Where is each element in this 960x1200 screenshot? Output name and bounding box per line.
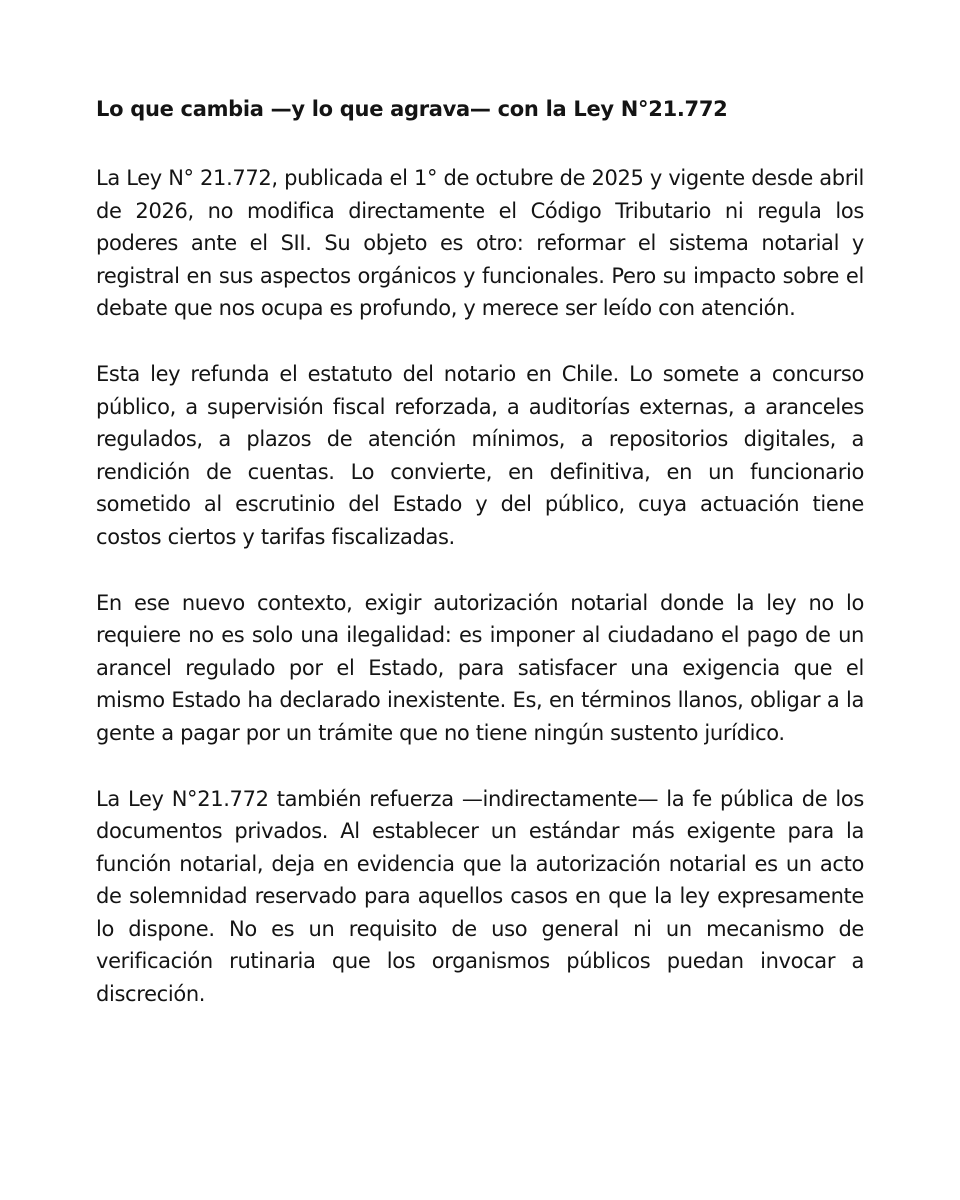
article-title: Lo que cambia —y lo que agrava— con la Ley N°21.772	[96, 97, 728, 121]
article	[96, 92, 864, 1011]
paragraph: Esta ley refunda el estatuto del notario en Chile. Lo somete a concurso público, a supervisión fiscal reforzada, a auditorías externas, a aranceles regulados, a plazos de atención mínimos, a repositorios digitales, a rendición de cuentas. Lo convierte, en definitiva, en un funcionario sometido al escrutinio del Estado y del público, cuya actuación tiene costos ciertos y tarifas fiscalizadas.	[96, 361, 864, 549]
paragraph: La Ley N° 21.772, publicada el 1° de octubre de 2025 y vigente desde abril de 2026, no modifica directamente el Código Tributario ni regula los poderes ante el SII. Su objeto es otro: reformar el sistema notarial y registral en sus aspectos orgánicos y funcionales. Pero su impacto sobre el debate que nos ocupa es profundo, y merece ser leído con atención.	[96, 166, 864, 321]
paragraph: La Ley N°21.772 también refuerza —indirectamente— la fe pública de los documentos privados. Al establecer un estándar más exigente para la función notarial, deja en evidencia que la autorización notarial es un acto de solemnidad reservado para aquellos casos en que la ley expresamente lo dispone. No es un requisito de uso general ni un mecanismo de verificación rutinaria que los organismos públicos puedan invocar a discreción.	[96, 786, 864, 1007]
paragraph: En ese nuevo contexto, exigir autorización notarial donde la ley no lo requiere no es solo una ilegalidad: es imponer al ciudadano el pago de un arancel regulado por el Estado, para satisfacer una exigencia que el mismo Estado ha declarado inexistente. Es, en términos llanos, obligar a la gente a pagar por un trámite que no tiene ningún sustento jurídico.	[96, 590, 864, 745]
